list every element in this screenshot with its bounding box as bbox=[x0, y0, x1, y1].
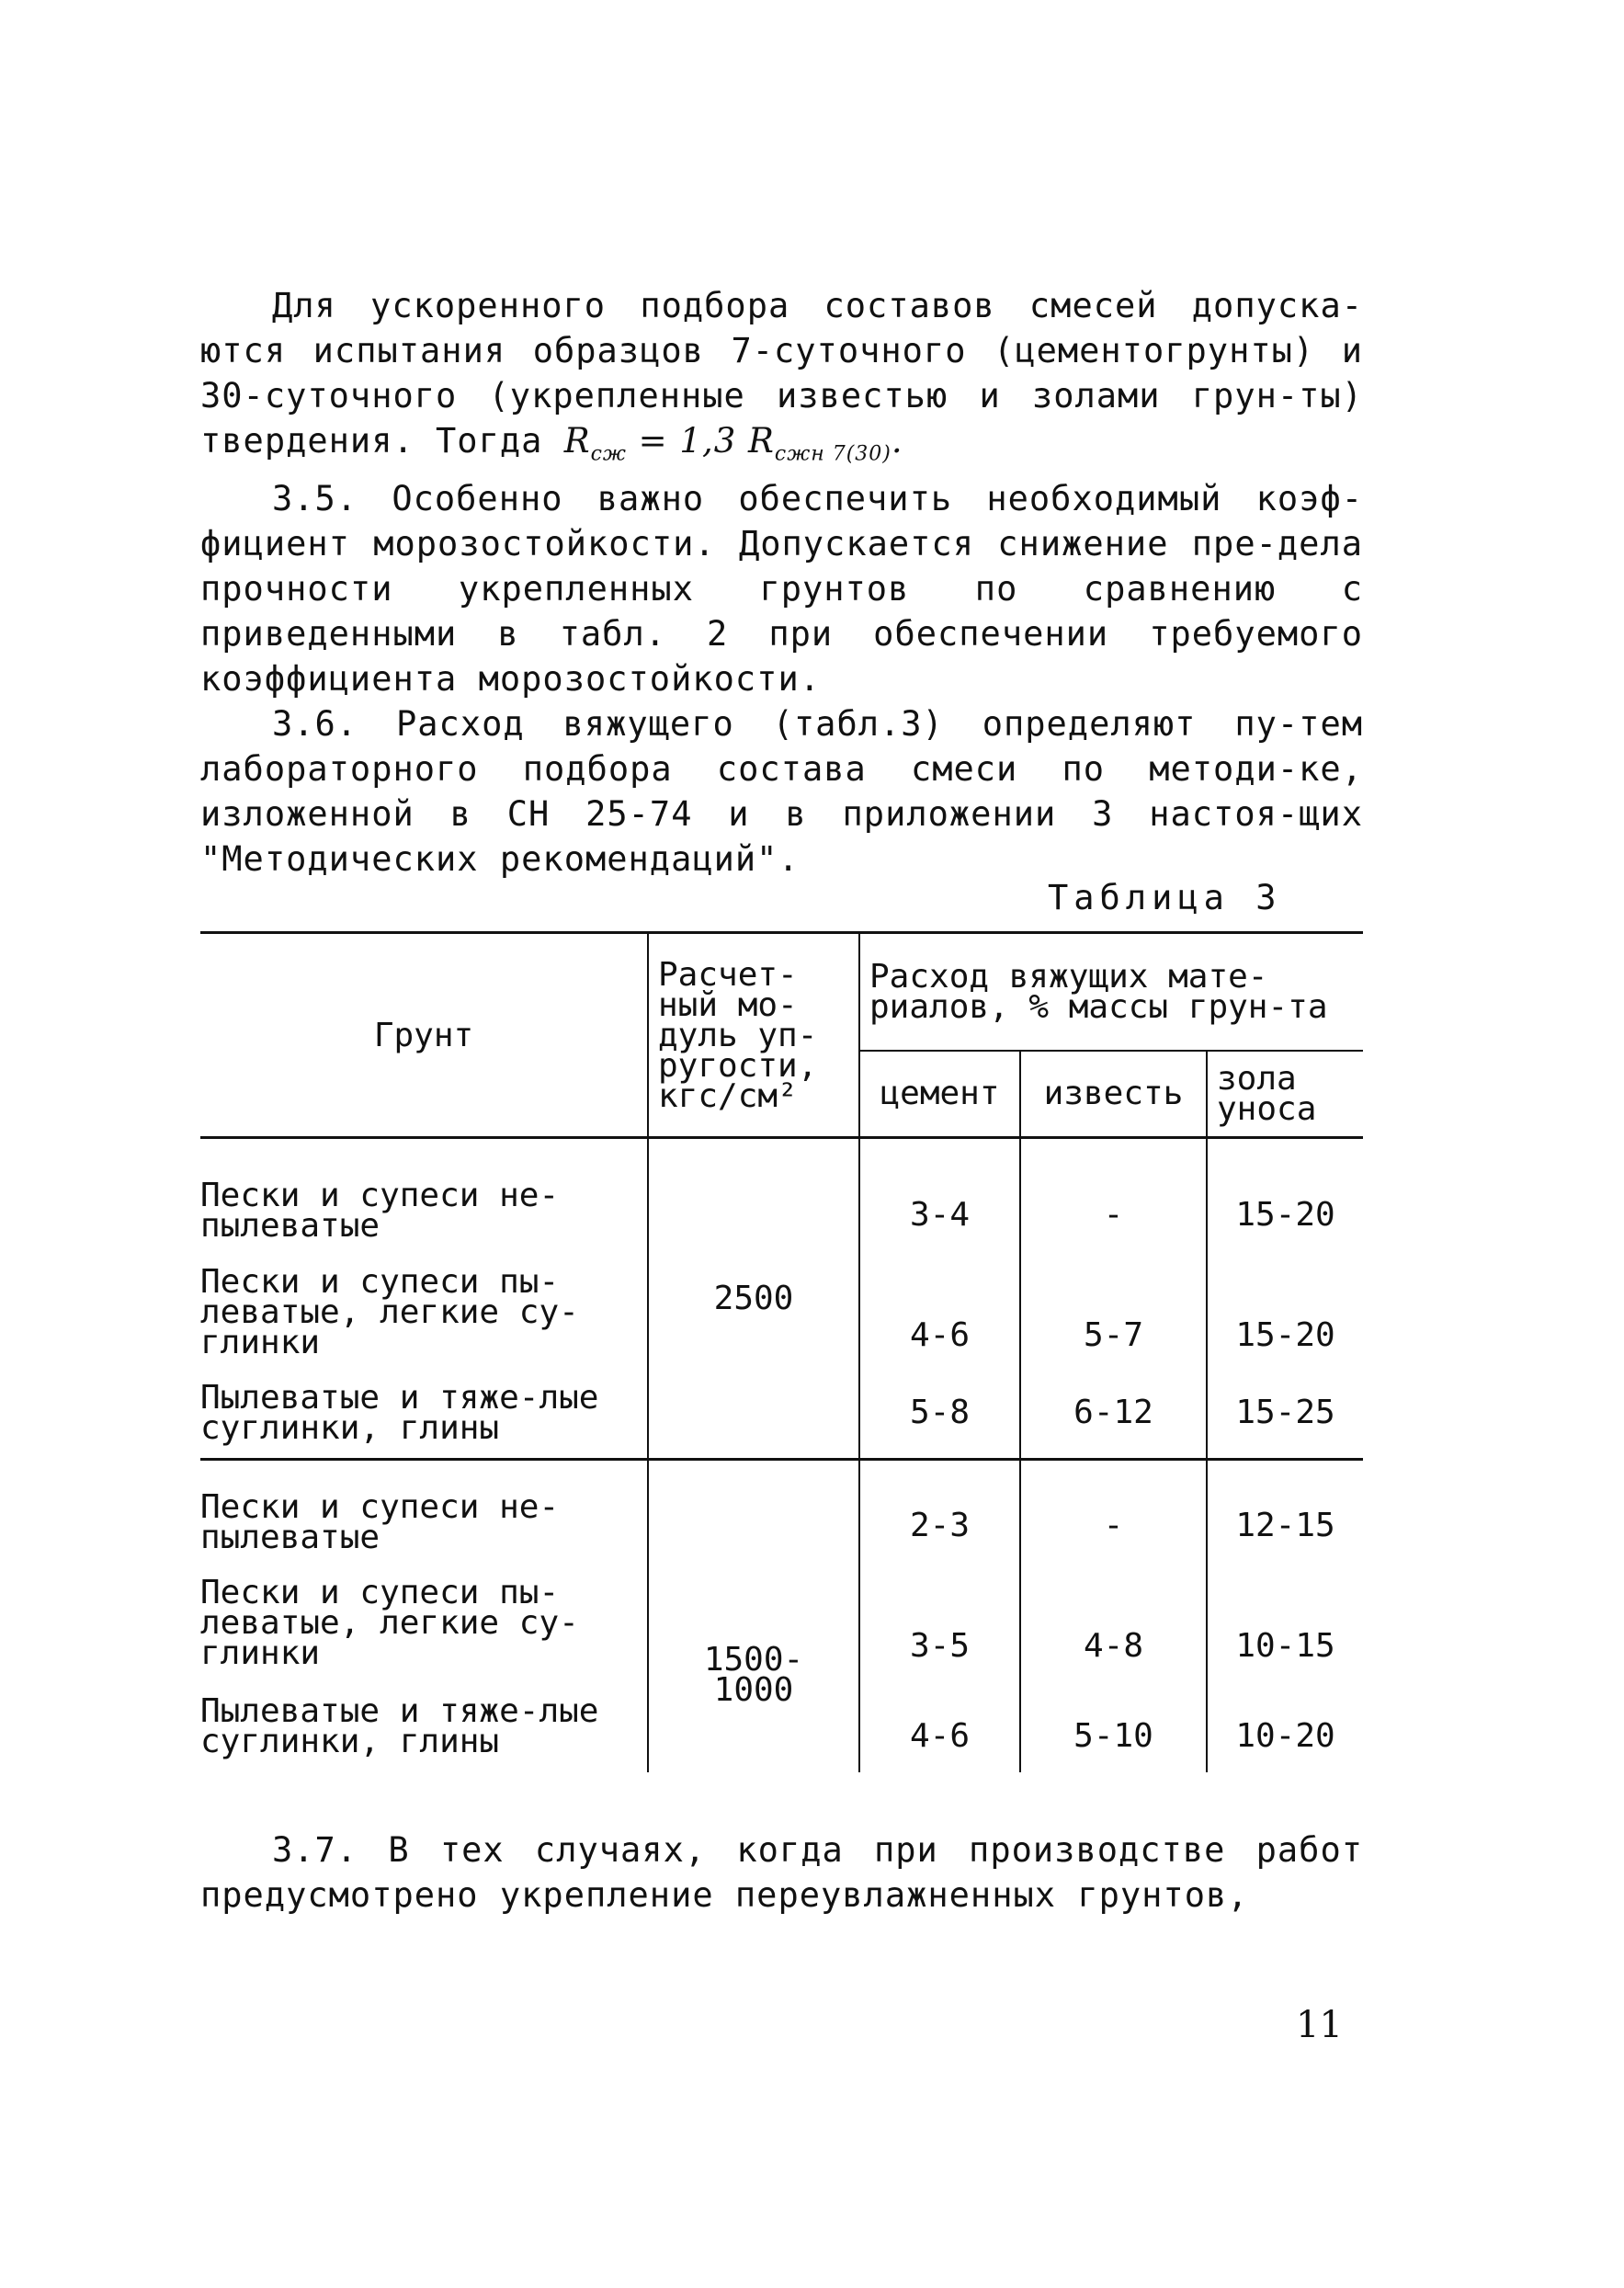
header-binder-consumption: Расход вяжущих мате-риалов, % массы грун-та bbox=[859, 933, 1363, 1051]
table-row: Пески и супеси не-пылеватые 2500 3-4 - 15-20 bbox=[200, 1138, 1363, 1258]
body-text bbox=[200, 283, 1363, 882]
modulus-2500: 2500 bbox=[648, 1138, 859, 1460]
strength-formula: $R_{сж} = 1,3$ $R_{сжн 7(30)}$. bbox=[563, 421, 903, 466]
paragraph-3-7: 3.7. В тех случаях, когда при производстве работ предусмотрено укрепление переувлажненных грунтов, bbox=[200, 1830, 1363, 1915]
page-number: 11 bbox=[1296, 2004, 1343, 2046]
paragraph-accelerated-selection: Для ускоренного подбора составов смесей допуска-ются испытания образцов 7-суточного (цементогрунты) и 30-суточного (укрепленные известью и золами грун-ты) твердения. Тогда $R_{сж} = 1,3$ $R_{сжн 7(30)}$. bbox=[200, 286, 1363, 466]
table-row: Пылеватые и тяже-лые суглинки, глины 4-6 5-10 10-20 bbox=[200, 1680, 1363, 1772]
binder-consumption-table bbox=[200, 931, 1363, 1791]
header-cement: цемент bbox=[859, 1051, 1020, 1138]
header-ash: зола уноса bbox=[1207, 1051, 1363, 1138]
header-lime: известь bbox=[1020, 1051, 1207, 1138]
header-soil: Грунт bbox=[200, 933, 648, 1138]
header-modulus: Расчет-ный мо-дуль уп-ругости, кгс/см² bbox=[648, 933, 859, 1138]
table-row: Пылеватые и тяже-лые суглинки, глины 5-8 6-12 15-25 bbox=[200, 1368, 1363, 1460]
table-row: Пески и супеси не-пылеватые 1500- 1000 2-3 - 12-15 bbox=[200, 1460, 1363, 1565]
modulus-1500-1000: 1500- 1000 bbox=[648, 1460, 859, 1772]
body-text-continued bbox=[200, 1827, 1363, 1918]
paragraph-3-6: 3.6. Расход вяжущего (табл.3) определяют пу-тем лабораторного подбора состава смеси по методи-ке, изложенной в СН 25-74 и в приложении 3 настоя-щих "Методических рекомендаций". bbox=[200, 704, 1363, 880]
table-caption: Таблица 3 bbox=[1048, 878, 1282, 917]
table-row: Пески и супеси пы-леватые, легкие су-глинки 4-6 5-7 15-20 bbox=[200, 1258, 1363, 1368]
paragraph-3-5: 3.5. Особенно важно обеспечить необходимый коэф-фициент морозостойкости. Допускается снижение пре-дела прочности укрепленных грунтов по сравнению с приведенными в табл. 2 при обеспечении требуемого коэффициента морозостойкости. bbox=[200, 479, 1363, 700]
table-row: Пески и супеси пы-леватые, легкие су-глинки 3-5 4-8 10-15 bbox=[200, 1565, 1363, 1680]
